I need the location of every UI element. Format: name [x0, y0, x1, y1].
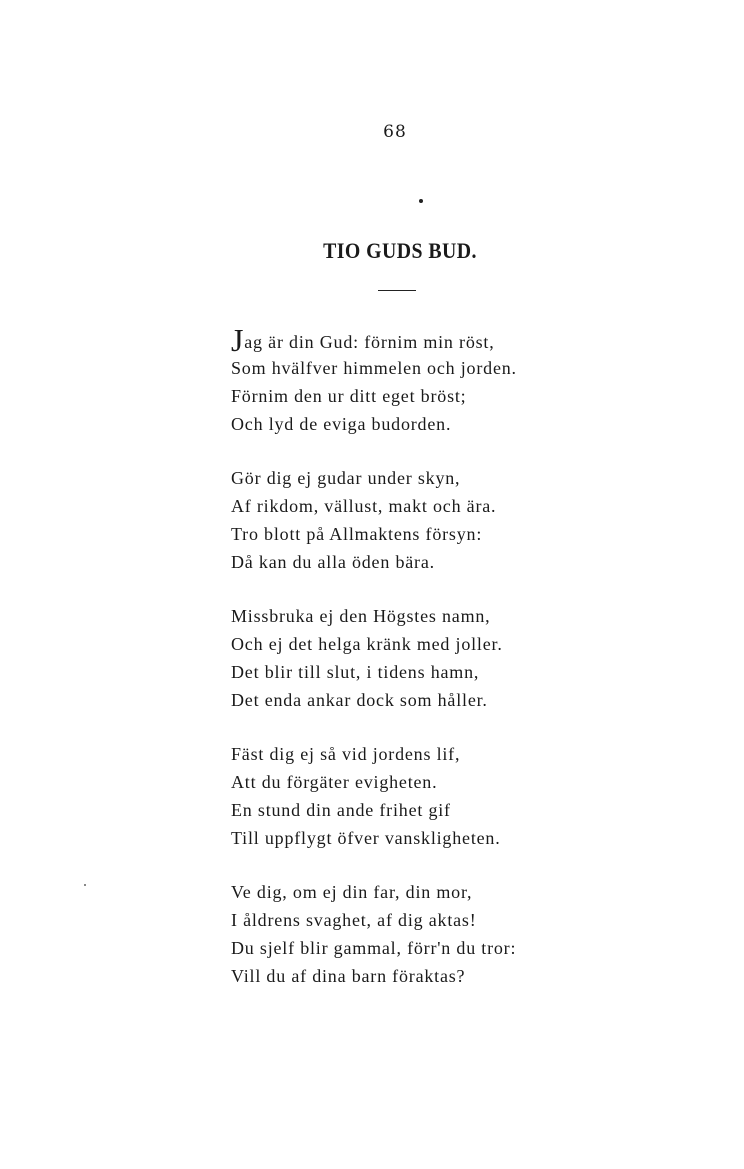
poem-title: TIO GUDS BUD.: [323, 238, 477, 263]
poem-line: Fäst dig ej så vid jordens lif,: [231, 744, 461, 764]
poem-line: Ve dig, om ej din far, din mor,: [231, 882, 473, 902]
poem-line: Missbruka ej den Högstes namn,: [231, 606, 491, 626]
poem-body: [231, 322, 611, 1016]
poem-line: Som hvälfver himmelen och jorden.: [231, 358, 517, 378]
poem-line: Och ej det helga kränk med joller.: [231, 634, 503, 654]
poem-line: Gör dig ej gudar under skyn,: [231, 468, 461, 488]
ornament-dot: [419, 199, 423, 203]
page-number: 68: [383, 122, 407, 142]
poem-line: Vill du af dina barn föraktas?: [231, 966, 466, 986]
stanza: [231, 878, 611, 990]
stanza: [231, 740, 611, 852]
poem-line: Det blir till slut, i tidens hamn,: [231, 662, 480, 682]
poem-line: En stund din ande frihet gif: [231, 800, 451, 820]
poem-line: Att du förgäter evigheten.: [231, 772, 438, 792]
first-line-text: ag är din Gud: förnim min röst,: [244, 332, 495, 352]
poem-line: I åldrens svaghet, af dig aktas!: [231, 910, 477, 930]
poem-line: Förnim den ur ditt eget bröst;: [231, 386, 467, 406]
drop-cap: J: [231, 322, 245, 358]
stanza: [231, 322, 611, 438]
title-rule: [378, 290, 416, 291]
stanza: [231, 464, 611, 576]
poem-line: Af rikdom, vällust, makt och ära.: [231, 496, 497, 516]
stanza: [231, 602, 611, 714]
poem-line: [231, 322, 611, 358]
poem-line: Det enda ankar dock som håller.: [231, 690, 488, 710]
poem-line: Till uppflygt öfver vanskligheten.: [231, 828, 501, 848]
poem-line: Och lyd de eviga budorden.: [231, 414, 452, 434]
poem-line: Du sjelf blir gammal, förr'n du tror:: [231, 938, 517, 958]
poem-line: Då kan du alla öden bära.: [231, 552, 435, 572]
margin-speck: [84, 884, 86, 886]
poem-line: Tro blott på Allmaktens försyn:: [231, 524, 483, 544]
